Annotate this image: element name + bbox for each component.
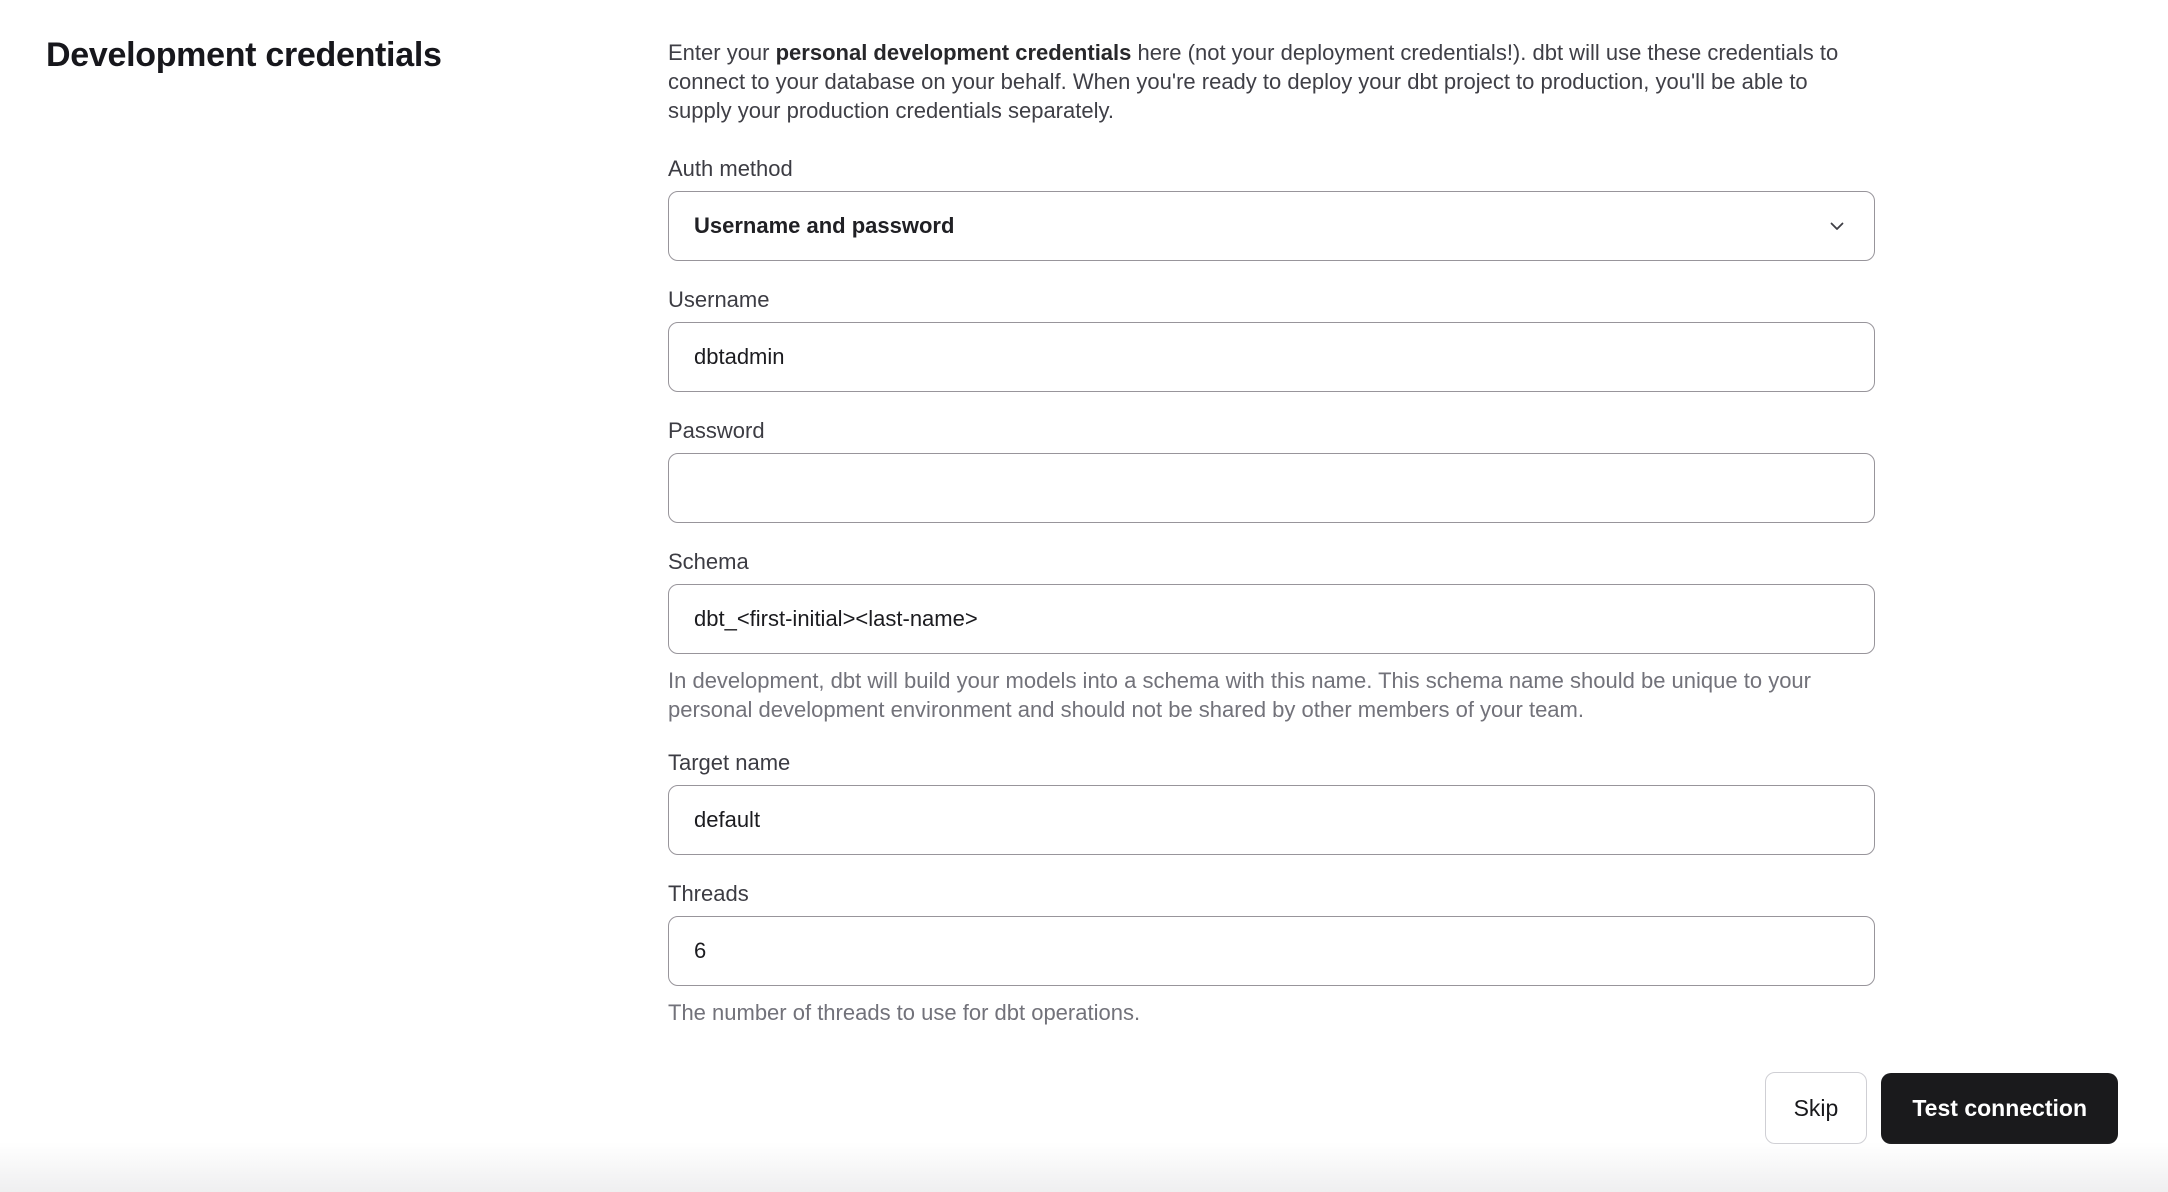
threads-field-group [668,882,1875,1027]
schema-field-group [668,550,1875,724]
footer-actions [1765,1072,2118,1144]
description-suffix: here (not your deployment credentials!). dbt will use these credentials to connect to your database on your behalf. When you're ready to deploy your dbt project to production, you'll be able to supply your production credentials separately. [668,40,1839,123]
password-input[interactable] [668,453,1875,523]
skip-button[interactable]: Skip [1765,1072,1868,1144]
schema-help-text: In development, dbt will build your models into a schema with this name. This schema name should be unique to your personal development environment and should not be shared by other members of your team. [668,668,1811,722]
auth-method-field [668,157,1875,261]
schema-input[interactable] [668,584,1875,654]
target-name-field-group [668,751,1875,855]
footer-fade-band [0,1142,2168,1192]
threads-label: Threads [668,881,749,906]
auth-method-select[interactable] [668,191,1875,261]
threads-help-text: The number of threads to use for dbt operations. [668,1000,1141,1025]
test-connection-button[interactable]: Test connection [1881,1073,2118,1144]
username-input[interactable] [668,322,1875,392]
section-heading-column [46,34,668,75]
section-description [668,38,1875,125]
credentials-form [668,34,1875,1027]
target-name-label: Target name [668,750,791,775]
username-label: Username [668,287,770,312]
threads-input[interactable] [668,916,1875,986]
username-field-group [668,288,1875,392]
password-field-group [668,419,1875,523]
page-title: Development credentials [46,36,442,74]
schema-label: Schema [668,549,749,574]
auth-method-selected-value: Username and password [694,213,955,238]
password-label: Password [668,418,765,443]
description-prefix: Enter your [668,40,776,65]
chevron-down-icon [1826,215,1848,237]
target-name-input[interactable] [668,785,1875,855]
auth-method-label: Auth method [668,156,793,181]
description-bold: personal development credentials [775,40,1132,65]
